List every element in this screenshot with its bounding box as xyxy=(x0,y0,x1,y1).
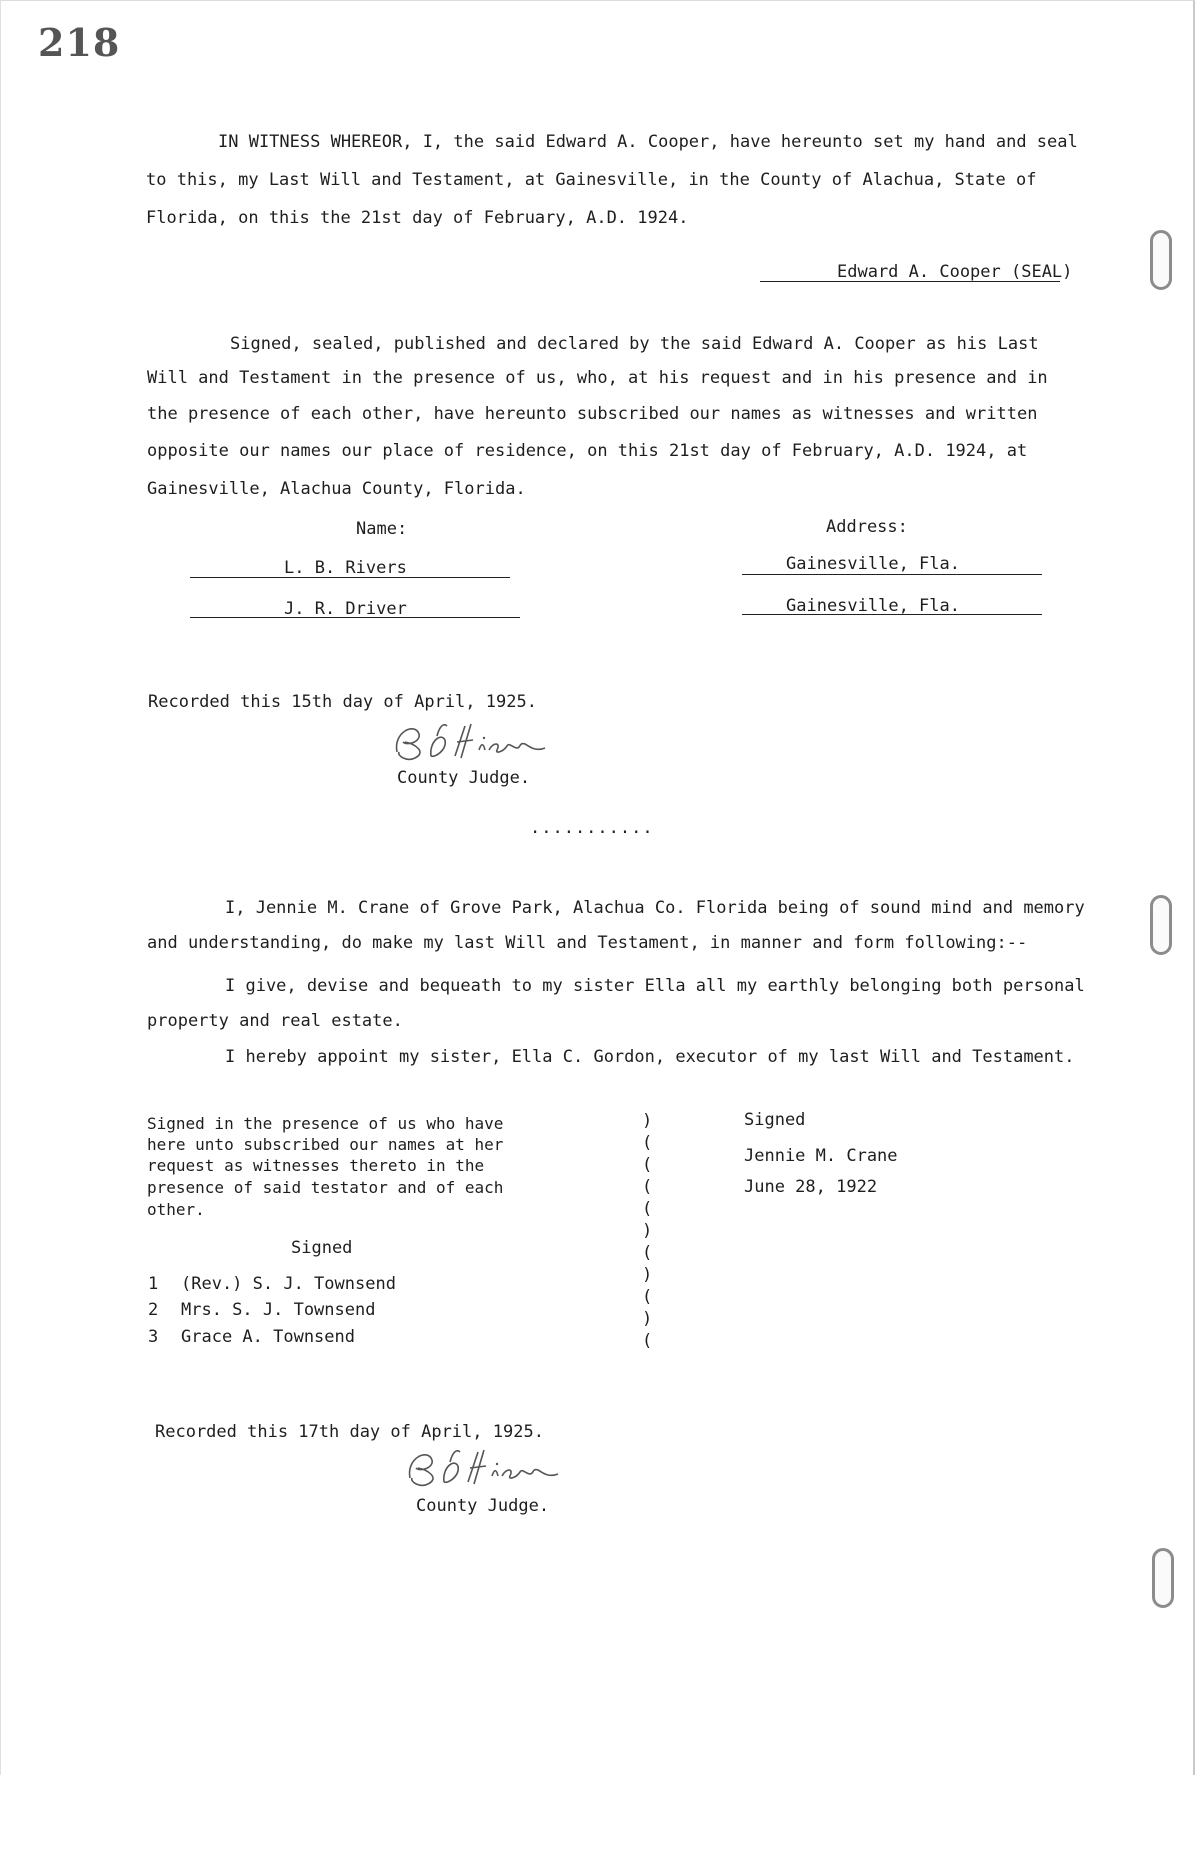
witness-2-name: J. R. Driver xyxy=(284,599,407,619)
judge-title-1: County Judge. xyxy=(397,768,531,788)
judge-signature-1 xyxy=(385,712,565,772)
judge-title-2: County Judge. xyxy=(416,1496,550,1516)
witness-1-name: L. B. Rivers xyxy=(284,558,407,578)
presence-line-2: here unto subscribed our names at her xyxy=(147,1135,504,1154)
crane-para-line-4: property and real estate. xyxy=(147,1011,403,1031)
witness-address-header: Address: xyxy=(826,517,908,537)
witness-name-header: Name: xyxy=(356,519,408,539)
attest-line-3: the presence of each other, have hereunto subscribed our names as witnesses and written xyxy=(147,404,1038,424)
crane-para-line-3: I give, devise and bequeath to my sister Ella all my earthly belonging both personal xyxy=(225,976,1085,996)
cooper-para-line-3: Florida, on this the 21st day of February, A.D. 1924. xyxy=(146,208,689,228)
witness-1-address: Gainesville, Fla. xyxy=(786,554,960,574)
attest-line-2: Will and Testament in the presence of us, who, at his request and in his presence and in xyxy=(147,368,1048,388)
witness-num-2: 2 xyxy=(148,1300,159,1320)
testator-date: June 28, 1922 xyxy=(744,1177,878,1197)
cooper-recorded: Recorded this 15th day of April, 1925. xyxy=(148,692,537,712)
witness-1-name-line xyxy=(190,577,510,578)
crane-para-line-2: and understanding, do make my last Will and Testament, in manner and form following:-- xyxy=(147,933,1028,953)
witnesses-signed-label: Signed xyxy=(291,1238,353,1258)
judge-signature-2 xyxy=(398,1438,578,1498)
binder-ring-middle xyxy=(1150,895,1172,955)
presence-line-5: other. xyxy=(147,1200,205,1219)
binder-ring-bottom xyxy=(1152,1548,1174,1608)
bracket-column: ) ( ( ( ( ) ( ) ( ) ( xyxy=(642,1111,653,1351)
separator-dots: ........... xyxy=(530,818,654,838)
presence-line-3: request as witnesses thereto in the xyxy=(147,1156,485,1175)
witness-name-3: Grace A. Townsend xyxy=(181,1327,355,1347)
witness-2-address: Gainesville, Fla. xyxy=(786,596,960,616)
attest-line-1: Signed, sealed, published and declared by the said Edward A. Cooper as his Last xyxy=(230,334,1039,354)
witness-name-1: (Rev.) S. J. Townsend xyxy=(181,1274,396,1294)
cooper-signature: Edward A. Cooper (SEAL) xyxy=(837,262,1073,282)
cooper-para-line-2: to this, my Last Will and Testament, at Gainesville, in the County of Alachua, State of xyxy=(146,170,1037,190)
presence-line-1: Signed in the presence of us who have xyxy=(147,1114,504,1133)
testator-name: Jennie M. Crane xyxy=(744,1146,898,1166)
page-number: 218 xyxy=(38,20,121,65)
presence-line-4: presence of said testator and of each xyxy=(147,1178,504,1197)
attest-line-4: opposite our names our place of residence, on this 21st day of February, A.D. 1924, at xyxy=(147,441,1028,461)
witness-name-2: Mrs. S. J. Townsend xyxy=(181,1300,376,1320)
witness-2-address-line xyxy=(742,614,1042,615)
crane-recorded: Recorded this 17th day of April, 1925. xyxy=(155,1422,544,1442)
cooper-para-line-1: IN WITNESS WHEREOR, I, the said Edward A. Cooper, have hereunto set my hand and seal xyxy=(218,132,1078,152)
witness-num-3: 3 xyxy=(148,1327,159,1347)
witness-num-1: 1 xyxy=(148,1274,159,1294)
testator-signed-label: Signed xyxy=(744,1110,806,1130)
crane-para-line-1: I, Jennie M. Crane of Grove Park, Alachua Co. Florida being of sound mind and memory xyxy=(225,898,1085,918)
crane-para-line-5: I hereby appoint my sister, Ella C. Gordon, executor of my last Will and Testament. xyxy=(225,1047,1075,1067)
binder-ring-top xyxy=(1150,230,1172,290)
attest-line-5: Gainesville, Alachua County, Florida. xyxy=(147,479,526,499)
witness-2-name-line xyxy=(190,617,520,618)
witness-1-address-line xyxy=(742,574,1042,575)
